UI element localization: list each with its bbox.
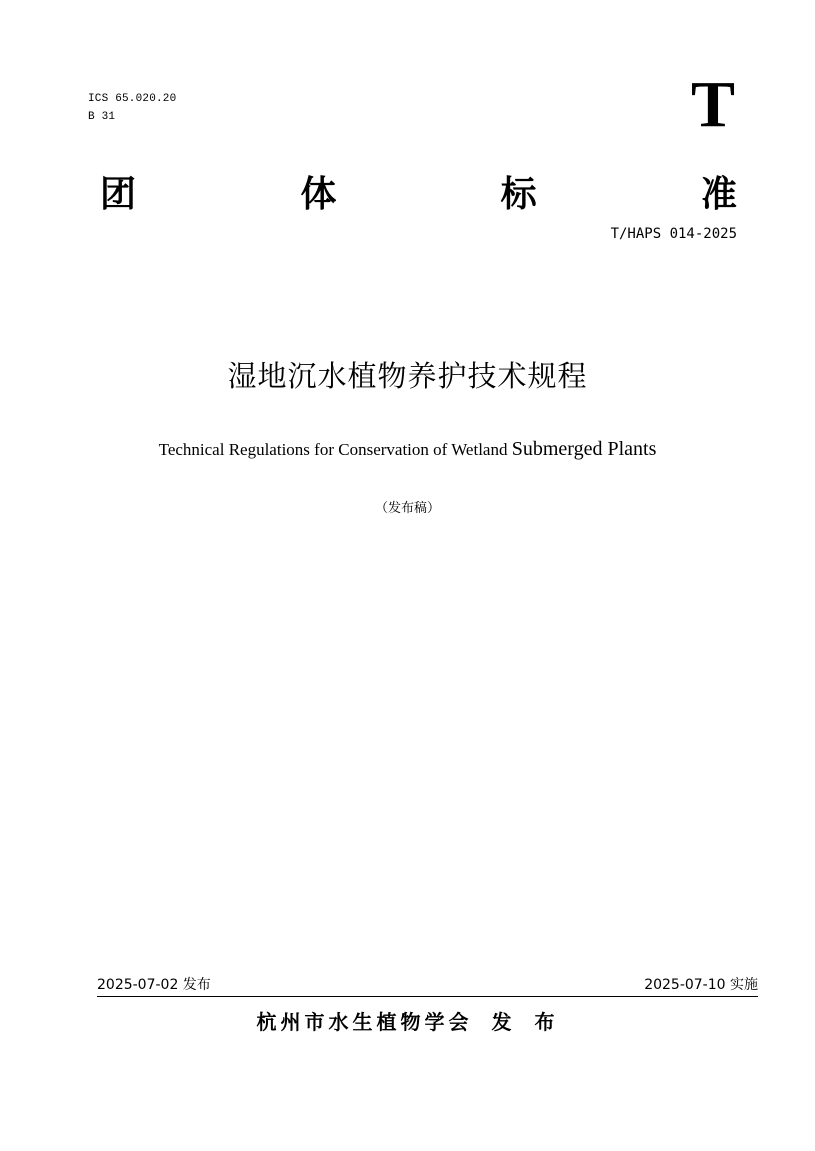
standard-number: T/HAPS 014-2025	[610, 226, 737, 242]
standard-type-char: 体	[300, 173, 337, 215]
standard-mark: T	[690, 68, 735, 141]
standard-type-char: 准	[700, 173, 737, 215]
standard-type-char: 标	[500, 173, 537, 215]
draft-stage: （发布稿）	[374, 501, 440, 516]
standard-type-char: 团	[100, 173, 137, 215]
publisher: 杭州市水生植物学会 发 布	[256, 1010, 559, 1034]
ccs-code: B 31	[88, 111, 116, 123]
title-en-tail: Submerged Plants	[511, 438, 657, 460]
implementation-date: 2025-07-10 实施	[644, 977, 758, 993]
standard-type-heading	[100, 172, 737, 216]
issue-date: 2025-07-02 发布	[97, 977, 211, 993]
ics-code: ICS 65.020.20	[88, 93, 177, 105]
classification-codes	[88, 90, 176, 126]
dates-row	[97, 975, 758, 997]
title-en-main: Technical Regulations for Conservation of Wetland	[158, 440, 512, 459]
document-title-zh: 湿地沉水植物养护技术规程	[227, 359, 588, 393]
document-title-en	[0, 438, 815, 461]
